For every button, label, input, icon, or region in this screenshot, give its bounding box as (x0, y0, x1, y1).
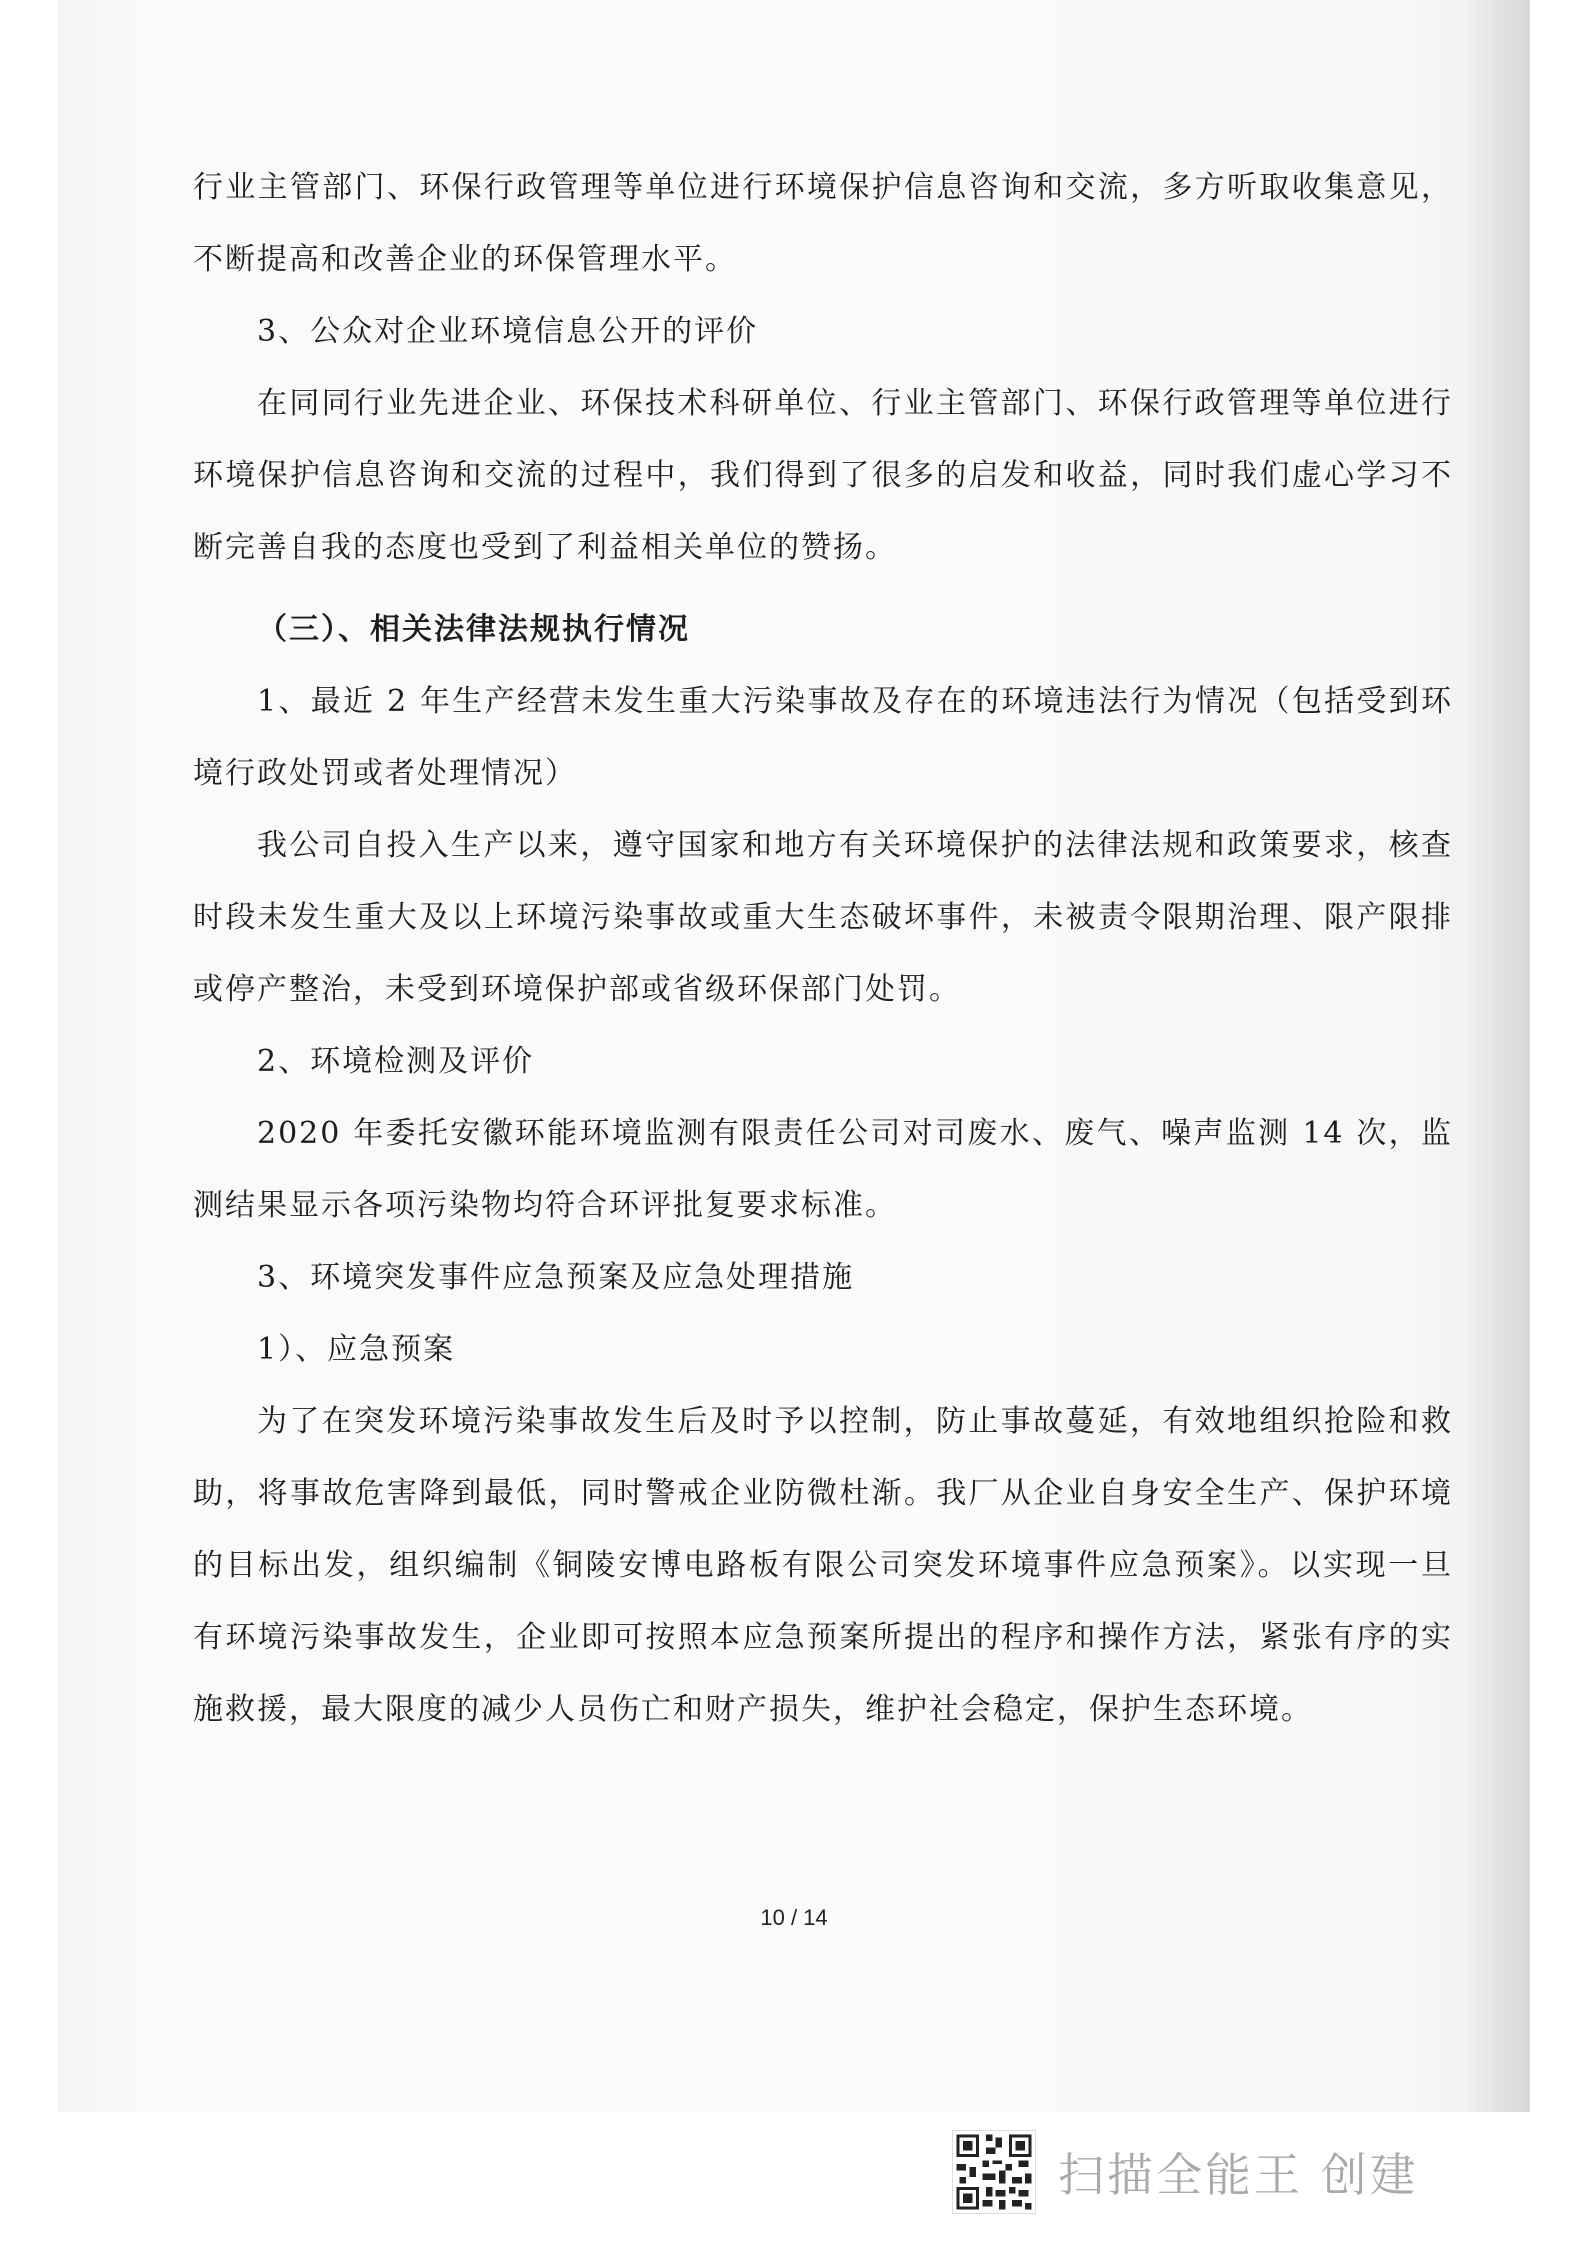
paragraph-6: 2、环境检测及评价 (257, 1044, 535, 1079)
paragraph-4: 1、最近 2 年生产经营未发生重大污染事故及存在的环境违法行为情况（包括受到环境行政处罚或者处理情况） (193, 684, 1453, 791)
section-heading: （三）、相关法律法规执行情况 (257, 612, 690, 647)
paragraph-1: 行业主管部门、环保行政管理等单位进行环境保护信息咨询和交流，多方听取收集意见，不断提高和改善企业的环保管理水平。 (193, 170, 1453, 277)
paragraph-2: 3、公众对企业环境信息公开的评价 (257, 314, 759, 349)
paragraph-9: 1）、应急预案 (257, 1332, 456, 1367)
qr-code-icon (952, 2130, 1036, 2214)
paragraph-3: 在同同行业先进企业、环保技术科研单位、行业主管部门、环保行政管理等单位进行环境保护信息咨询和交流的过程中，我们得到了很多的启发和收益，同时我们虚心学习不断完善自我的态度也受到了利益相关单位的赞扬。 (193, 386, 1453, 565)
document-body (193, 152, 1453, 1746)
paragraph-7: 2020 年委托安徽环能环境监测有限责任公司对司废水、废气、噪声监测 14 次，监测结果显示各项污染物均符合环评批复要求标准。 (193, 1116, 1453, 1223)
page-number: 10 / 14 (760, 1905, 828, 1930)
paragraph-8: 3、环境突发事件应急预案及应急处理措施 (257, 1260, 855, 1295)
scanned-page (58, 0, 1530, 2112)
page-edge-shadow (1460, 0, 1530, 2112)
paragraph-10: 为了在突发环境污染事故发生后及时予以控制，防止事故蔓延，有效地组织抢险和救助，将事故危害降到最低，同时警戒企业防微杜渐。我厂从企业自身安全生产、保护环境的目标出发，组织编制《铜陵安博电路板有限公司突发环境事件应急预案》。以实现一旦有环境污染事故发生，企业即可按照本应急预案所提出的程序和操作方法，紧张有序的实施救援，最大限度的减少人员伤亡和财产损失，维护社会稳定，保护生态环境。 (193, 1404, 1453, 1727)
paragraph-5: 我公司自投入生产以来，遵守国家和地方有关环境保护的法律法规和政策要求，核查时段未发生重大及以上环境污染事故或重大生态破坏事件，未被责令限期治理、限产限排或停产整治，未受到环境保护部或省级环保部门处罚。 (193, 828, 1453, 1007)
scanner-watermark (952, 2130, 1432, 2214)
watermark-text: 扫描全能王 创建 (1058, 2148, 1419, 2202)
